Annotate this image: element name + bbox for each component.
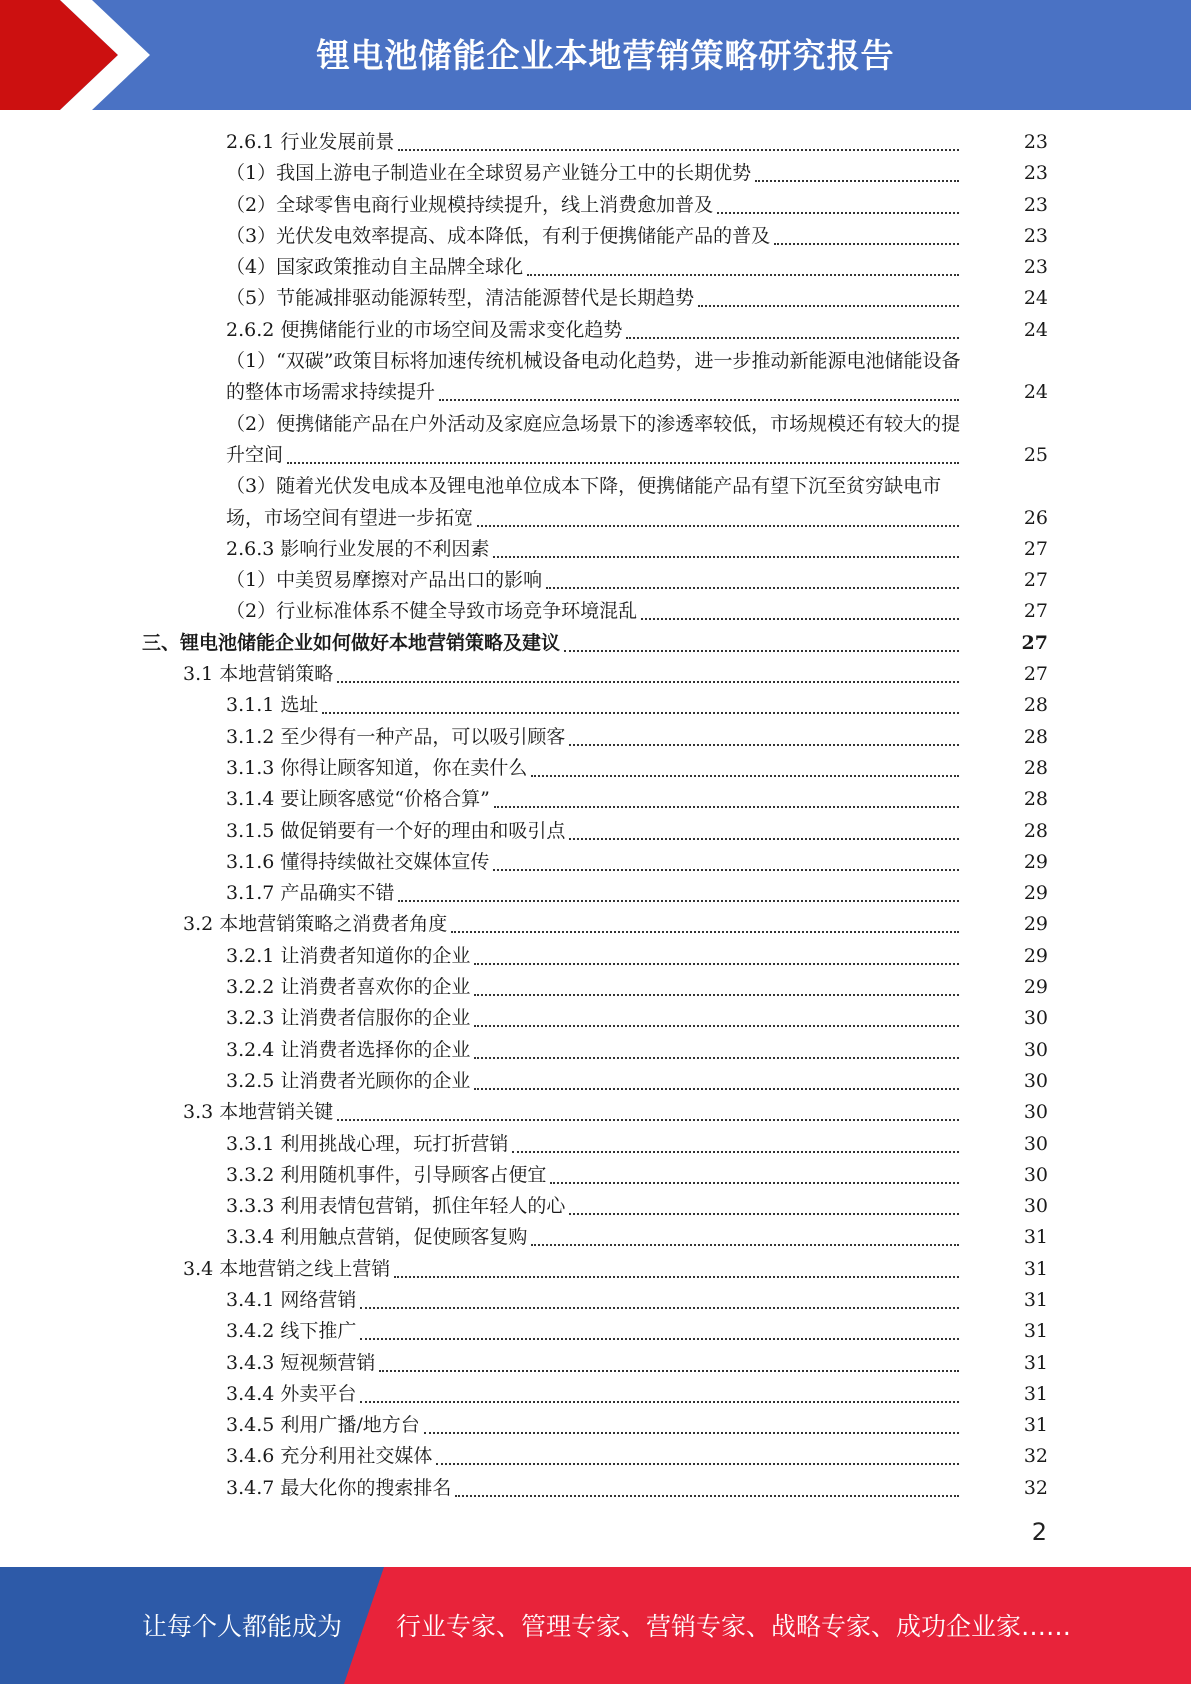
toc-page-number: 27	[1023, 537, 1048, 560]
page-number: 2	[1031, 1518, 1047, 1546]
toc-leader-dots	[564, 628, 959, 652]
toc-leader-dots	[360, 1316, 959, 1340]
toc-entry[interactable]	[0, 565, 1191, 596]
toc-leader-dots	[569, 722, 959, 746]
toc-page-number: 27	[1021, 631, 1048, 654]
toc-entry-title: 3.3 本地营销关键	[183, 1101, 334, 1124]
toc-leader-dots	[569, 816, 959, 840]
toc-leader-dots	[337, 659, 959, 683]
toc-entry-title: 3.3.1 利用挑战心理，玩打折营销	[226, 1132, 509, 1155]
toc-page-number: 24	[1023, 318, 1048, 341]
toc-entry[interactable]	[0, 127, 1191, 158]
toc-entry[interactable]	[0, 409, 1191, 440]
page-header	[0, 0, 1191, 110]
toc-entry[interactable]	[0, 1222, 1191, 1253]
toc-entry[interactable]	[0, 1129, 1191, 1160]
page-footer	[0, 1567, 1191, 1684]
toc-leader-dots	[474, 941, 959, 965]
toc-entry-title: （2）行业标准体系不健全导致市场竞争环境混乱	[226, 600, 638, 623]
toc-leader-dots	[439, 377, 959, 401]
toc-entry[interactable]	[0, 1160, 1191, 1191]
toc-entry[interactable]	[0, 1316, 1191, 1347]
toc-entry[interactable]	[0, 1285, 1191, 1316]
toc-page-number: 29	[1023, 850, 1048, 873]
toc-entry[interactable]	[0, 659, 1191, 690]
toc-page-number: 23	[1023, 162, 1048, 185]
toc-leader-dots	[493, 534, 959, 558]
toc-entry[interactable]	[0, 1410, 1191, 1441]
toc-page-number: 28	[1023, 725, 1048, 748]
toc-entry-title: 场，市场空间有望进一步拓宽	[226, 506, 474, 529]
toc-entry[interactable]	[0, 753, 1191, 784]
toc-entry-title: 3.1.1 选址	[226, 694, 319, 717]
toc-entry[interactable]	[0, 534, 1191, 565]
toc-entry-title: 3.4.5 利用广播/地方台	[226, 1414, 420, 1437]
toc-entry[interactable]	[0, 722, 1191, 753]
toc-page-number: 29	[1023, 882, 1048, 905]
toc-page-number: 27	[1023, 600, 1048, 623]
toc-entry-title: 3.1.7 产品确实不错	[226, 882, 395, 905]
toc-entry[interactable]	[0, 1348, 1191, 1379]
toc-page-number: 30	[1023, 1007, 1048, 1030]
toc-leader-dots	[477, 503, 959, 527]
toc-page-number: 31	[1023, 1320, 1048, 1343]
toc-entry[interactable]	[0, 1066, 1191, 1097]
toc-entry[interactable]	[0, 471, 1191, 502]
toc-leader-dots	[379, 1348, 959, 1372]
toc-leader-dots	[360, 1379, 959, 1403]
toc-entry-title: 3.1 本地营销策略	[183, 663, 334, 686]
toc-page-number: 23	[1023, 131, 1048, 153]
toc-page-number: 31	[1023, 1351, 1048, 1374]
toc-entry-title: 3.4.7 最大化你的搜索排名	[226, 1476, 452, 1499]
toc-leader-dots	[360, 1285, 959, 1309]
toc-entry-title: 3.1.3 你得让顾客知道，你在卖什么	[226, 756, 528, 779]
toc-page-number: 23	[1023, 256, 1048, 279]
toc-entry-title: （3）随着光伏发电成本及锂电池单位成本下降，便携储能产品有望下沉至贫穷缺电市	[226, 475, 942, 498]
footer-slogan-right: 行业专家、管理专家、营销专家、战略专家、成功企业家……	[396, 1612, 1072, 1641]
toc-entry[interactable]	[0, 690, 1191, 721]
toc-leader-dots	[494, 784, 959, 808]
toc-entry[interactable]	[0, 283, 1191, 314]
toc-leader-dots	[698, 283, 959, 307]
toc-entry[interactable]	[0, 252, 1191, 283]
toc-entry-title: 3.1.6 懂得持续做社交媒体宣传	[226, 850, 490, 873]
toc-entry-title: 3.4.1 网络营销	[226, 1288, 357, 1311]
toc-leader-dots	[394, 1254, 959, 1278]
toc-page-number: 24	[1023, 287, 1048, 310]
toc-leader-dots	[474, 1066, 959, 1090]
footer-slogan-left: 让每个人都能成为	[142, 1612, 343, 1641]
toc-leader-dots	[337, 1097, 959, 1121]
toc-entry[interactable]	[0, 596, 1191, 627]
toc-entry[interactable]	[0, 941, 1191, 972]
toc-entry-title: 2.6.1 行业发展前景	[226, 131, 395, 153]
toc-page-number: 32	[1023, 1476, 1048, 1499]
toc-page-number: 27	[1023, 569, 1048, 592]
toc-page-number: 29	[1023, 976, 1048, 999]
toc-page-number: 31	[1023, 1414, 1048, 1437]
toc-page-number: 30	[1023, 1101, 1048, 1124]
toc-page-number: 31	[1023, 1382, 1048, 1405]
toc-entry-title: 3.3.2 利用随机事件，引导顾客占便宜	[226, 1163, 547, 1186]
toc-entry-title: 3.4.6 充分利用社交媒体	[226, 1445, 433, 1468]
toc-leader-dots	[451, 909, 959, 933]
toc-entry[interactable]	[0, 1473, 1191, 1504]
toc-entry-title: （5）节能减排驱动能源转型，清洁能源替代是长期趋势	[226, 287, 695, 310]
toc-page-number: 28	[1023, 694, 1048, 717]
toc-entry[interactable]	[0, 503, 1191, 534]
toc-page-number: 25	[1023, 443, 1048, 466]
toc-entry-title: （3）光伏发电效率提高、成本降低，有利于便携储能产品的普及	[226, 224, 771, 247]
document-title: 锂电池储能企业本地营销策略研究报告	[316, 36, 895, 75]
toc-leader-dots	[474, 1003, 959, 1027]
toc-entry-title: 3.4 本地营销之线上营销	[183, 1257, 391, 1280]
toc-entry[interactable]	[0, 190, 1191, 221]
toc-page-number: 23	[1023, 224, 1048, 247]
toc-entry-title: 3.4.3 短视频营销	[226, 1351, 376, 1374]
toc-entry-title: 3.1.5 做促销要有一个好的理由和吸引点	[226, 819, 566, 842]
toc-entry[interactable]	[0, 972, 1191, 1003]
toc-leader-dots	[755, 158, 959, 182]
toc-entry[interactable]	[0, 878, 1191, 909]
toc-entry-title: 3.3.3 利用表情包营销，抓住年轻人的心	[226, 1195, 566, 1218]
toc-entry[interactable]	[0, 909, 1191, 940]
toc-page-number: 26	[1023, 506, 1048, 529]
toc-entry[interactable]	[0, 1191, 1191, 1222]
toc-leader-dots	[493, 847, 959, 871]
toc-entry-title: 升空间	[226, 443, 284, 466]
toc-entry-title: 3.2.5 让消费者光顾你的企业	[226, 1069, 471, 1092]
toc-leader-dots	[641, 596, 959, 620]
toc-entry-title: （1）我国上游电子制造业在全球贸易产业链分工中的长期优势	[226, 162, 752, 185]
toc-leader-dots	[398, 127, 959, 151]
toc-leader-dots	[287, 440, 959, 464]
toc-page-number: 31	[1023, 1257, 1048, 1280]
toc-entry-title: （4）国家政策推动自主品牌全球化	[226, 256, 524, 279]
toc-entry[interactable]	[0, 1441, 1191, 1472]
toc-entry[interactable]	[0, 1254, 1191, 1285]
toc-entry[interactable]	[0, 628, 1191, 659]
toc-entry[interactable]	[0, 377, 1191, 408]
toc-leader-dots	[546, 565, 959, 589]
toc-leader-dots	[626, 315, 959, 339]
toc-page-number: 31	[1023, 1288, 1048, 1311]
toc-entry-title: 3.2.2 让消费者喜欢你的企业	[226, 976, 471, 999]
toc-page-number: 24	[1023, 381, 1048, 404]
toc-entry-title: 3.2.4 让消费者选择你的企业	[226, 1038, 471, 1061]
toc-leader-dots	[474, 1035, 959, 1059]
toc-entry-title: 3.4.4 外卖平台	[226, 1382, 357, 1405]
toc-entry-title: 的整体市场需求持续提升	[226, 381, 436, 404]
toc-page-number: 30	[1023, 1163, 1048, 1186]
toc-entry-title: 2.6.2 便携储能行业的市场空间及需求变化趋势	[226, 318, 623, 341]
toc-entry-title: 三、锂电池储能企业如何做好本地营销策略及建议	[142, 631, 561, 654]
toc-page-number: 30	[1023, 1132, 1048, 1155]
toc-leader-dots	[424, 1410, 959, 1434]
toc-entry[interactable]	[0, 816, 1191, 847]
toc-page-number: 29	[1023, 913, 1048, 936]
toc-entry-title: 3.1.4 要让顾客感觉“价格合算”	[226, 788, 490, 811]
toc-leader-dots	[398, 878, 959, 902]
toc-page-number: 27	[1023, 663, 1048, 686]
toc-page-number: 30	[1023, 1038, 1048, 1061]
toc-entry-title: 2.6.3 影响行业发展的不利因素	[226, 537, 490, 560]
toc-entry-title: （2）便携储能产品在户外活动及家庭应急场景下的渗透率较低，市场规模还有较大的提	[226, 412, 961, 435]
toc-entry-title: （2）全球零售电商行业规模持续提升，线上消费愈加普及	[226, 193, 714, 216]
toc-leader-dots	[550, 1160, 959, 1184]
toc-leader-dots	[569, 1191, 959, 1215]
table-of-contents	[0, 127, 1191, 1504]
toc-leader-dots	[717, 190, 959, 214]
toc-entry[interactable]	[0, 440, 1191, 471]
toc-entry-title: 3.4.2 线下推广	[226, 1320, 357, 1343]
toc-entry[interactable]	[0, 1003, 1191, 1034]
toc-entry-title: （1）中美贸易摩擦对产品出口的影响	[226, 569, 543, 592]
toc-page-number: 30	[1023, 1195, 1048, 1218]
toc-entry[interactable]	[0, 784, 1191, 815]
toc-page-number: 29	[1023, 944, 1048, 967]
toc-entry[interactable]	[0, 847, 1191, 878]
toc-leader-dots	[474, 972, 959, 996]
toc-entry[interactable]	[0, 221, 1191, 252]
toc-leader-dots	[531, 753, 959, 777]
toc-entry[interactable]	[0, 1097, 1191, 1128]
toc-leader-dots	[322, 690, 959, 714]
toc-leader-dots	[531, 1222, 959, 1246]
toc-leader-dots	[512, 1129, 959, 1153]
toc-entry-title: 3.3.4 利用触点营销，促使顾客复购	[226, 1226, 528, 1249]
toc-leader-dots	[774, 221, 959, 245]
toc-entry[interactable]	[0, 158, 1191, 189]
toc-entry-title: 3.2.3 让消费者信服你的企业	[226, 1007, 471, 1030]
toc-entry-title: 3.2 本地营销策略之消费者角度	[183, 913, 448, 936]
toc-page-number: 28	[1023, 756, 1048, 779]
toc-page-number: 30	[1023, 1069, 1048, 1092]
toc-entry[interactable]	[0, 1379, 1191, 1410]
toc-entry[interactable]	[0, 346, 1191, 377]
toc-entry-title: 3.1.2 至少得有一种产品，可以吸引顾客	[226, 725, 566, 748]
toc-page-number: 28	[1023, 788, 1048, 811]
toc-leader-dots	[455, 1473, 959, 1497]
toc-entry-title: 3.2.1 让消费者知道你的企业	[226, 944, 471, 967]
toc-entry-title: （1）“双碳”政策目标将加速传统机械设备电动化趋势，进一步推动新能源电池储能设备	[226, 350, 961, 373]
toc-entry[interactable]	[0, 1035, 1191, 1066]
toc-page-number: 28	[1023, 819, 1048, 842]
toc-leader-dots	[527, 252, 959, 276]
toc-page-number: 31	[1023, 1226, 1048, 1249]
toc-entry[interactable]	[0, 315, 1191, 346]
toc-leader-dots	[436, 1441, 959, 1465]
toc-page-number: 32	[1023, 1445, 1048, 1468]
toc-page-number: 23	[1023, 193, 1048, 216]
